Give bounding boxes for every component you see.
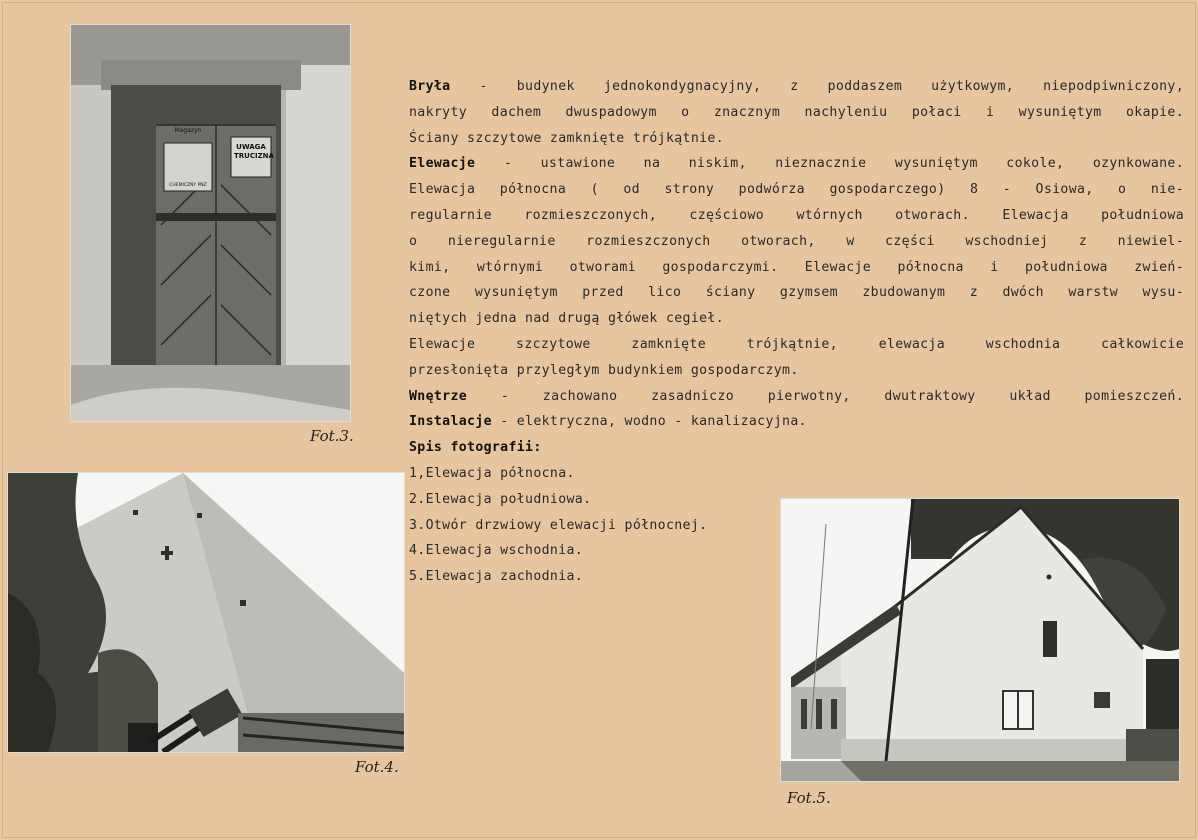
text-line-6: regularnie rozmieszczonych, częściowo wtórnych otworach. Elewacja południowa (409, 207, 1184, 223)
sign-chemiczny: CHEMICZNY PNZ (169, 183, 207, 188)
photo-list-heading-label: Spis fotografii: (409, 440, 542, 456)
text-line-1 (409, 74, 1184, 100)
text-elewacje: - ustawione na niskim, nieznacznie wysuniętym cokole, ozynkowane. (475, 156, 1184, 172)
photo-list-item: 1,Elewacja północna. (409, 465, 575, 481)
typed-description (409, 74, 1184, 590)
text-line-10: niętych jedna nad drugą główek cegieł. (409, 311, 725, 327)
text-line-12: przesłonięta przyległym budynkiem gospodarczym. (409, 362, 799, 378)
text-bryla: - budynek jednokondygnacyjny, z poddaszem użytkowym, niepodpiwniczony, (450, 79, 1184, 94)
photo-list-item: 5.Elewacja zachodnia. (409, 569, 584, 585)
text-line-5: Elewacja północna ( od strony podwórza gospodarczego) 8 - Osiowa, o nie- (409, 182, 1184, 198)
text-line-8: kimi, wtórnymi otworami gospodarczymi. Elewacje północna i południowa zwień- (409, 259, 1184, 275)
photo-list-item: 4.Elewacja wschodnia. (409, 543, 584, 559)
label-elewacje: Elewacje (409, 156, 476, 172)
photo-fot4-gable (7, 472, 405, 753)
text-line-9: czone wysuniętym przed lico ściany gzymsem zbudowanym z dwóch warstw wysu- (409, 285, 1184, 301)
text-line-4 (409, 151, 1184, 177)
label-bryla: Bryła (409, 79, 451, 94)
label-wnetrze: Wnętrze (409, 388, 468, 404)
text-line-7: o nieregularnie rozmieszczonych otworach, w części wschodniej z niewiel- (409, 233, 1184, 249)
sign-magazyn: Magazyn (174, 127, 202, 134)
text-line-2: nakryty dachem dwuspadowym o znacznym nachyleniu połaci i wysuniętym okapie. (409, 104, 1184, 120)
gable-photo-image (8, 473, 404, 752)
photo-list-item: 3.Otwór drzwiowy elewacji północnej. (409, 517, 708, 533)
sign-uwaga-trucizna: UWAGA TRUCIZNA (234, 143, 274, 160)
text-line-13 (409, 384, 1184, 410)
photo-caption-fot5: Fot.5. (787, 789, 831, 807)
text-line-11: Elewacje szczytowe zamknięte trójkątnie, elewacja wschodnia całkowicie (409, 336, 1184, 352)
doorway-photo-image (71, 25, 350, 421)
text-instalacje: - elektryczna, wodno - kanalizacyjna. (491, 414, 807, 430)
label-instalacje: Instalacje (409, 414, 492, 430)
photo-caption-fot4: Fot.4. (355, 758, 399, 776)
text-line-3: Ściany szczytowe zamknięte trójkątnie. (409, 130, 725, 146)
photo-caption-fot3: Fot.3. (310, 427, 354, 445)
photo-list-item: 2.Elewacja południowa. (409, 491, 592, 507)
photo-fot3-doorway (70, 24, 351, 422)
text-line-14 (409, 409, 1184, 435)
text-wnetrze: - zachowano zasadniczo pierwotny, dwutraktowy układ pomieszczeń. (467, 388, 1184, 404)
photo-list-heading (409, 435, 1184, 461)
